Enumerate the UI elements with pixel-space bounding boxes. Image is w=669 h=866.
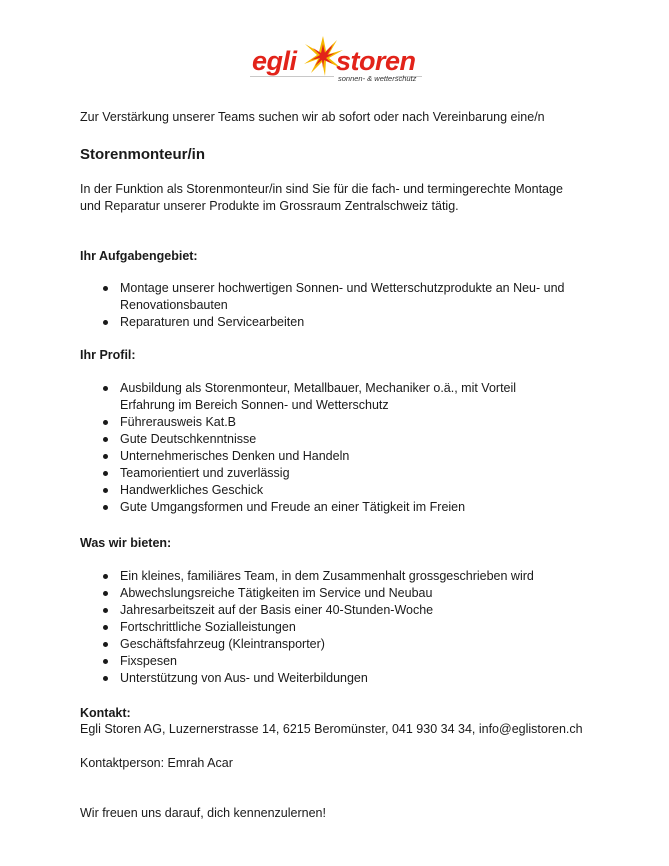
list-item-text: Geschäftsfahrzeug (Kleintransporter) [120,637,325,651]
list-item [80,465,516,482]
list-item-text: Unterstützung von Aus- und Weiterbildungen [120,671,368,685]
logo-tagline: sonnen- & wetterschutz [338,74,417,83]
list-item [80,482,516,499]
profile-list [80,380,516,516]
company-logo [250,30,422,90]
list-item-text: Gute Umgangsformen und Freude an einer Tätigkeit im Freien [120,500,466,514]
list-item [80,670,534,687]
list-item-text: Ausbildung als Storenmonteur, Metallbauer, Mechaniker o.ä., mit Vorteil [120,381,517,395]
list-item [80,602,534,619]
list-item [80,585,534,602]
list-item-text-cont: Renovationsbauten [120,298,228,312]
list-item [80,619,534,636]
logo-word-egli: egli [252,46,297,76]
list-item [80,499,516,516]
intro-text: Zur Verstärkung unserer Teams suchen wir ab sofort oder nach Vereinbarung eine/n [80,110,545,124]
list-item-text: Jahresarbeitszeit auf der Basis einer 40-Stunden-Woche [120,603,434,617]
tasks-list [80,280,565,331]
list-item-text: Teamorientiert und zuverlässig [120,466,290,480]
description-line-2: und Reparatur unserer Produkte im Grossraum Zentralschweiz tätig. [80,199,459,213]
list-item-text: Unternehmerisches Denken und Handeln [120,449,350,463]
list-item [80,314,565,331]
logo-word-storen: storen [336,46,416,76]
list-item [80,380,516,414]
list-item-text: Fortschrittliche Sozialleistungen [120,620,296,634]
tasks-heading: Ihr Aufgabengebiet: [80,249,198,263]
list-item [80,568,534,585]
offer-heading: Was wir bieten: [80,536,172,550]
description-line-1: In der Funktion als Storenmonteur/in sind Sie für die fach- und termingerechte Montage [80,182,563,196]
list-item [80,280,565,314]
list-item-text: Abwechslungsreiche Tätigkeiten im Service und Neubau [120,586,433,600]
contact-details: Egli Storen AG, Luzernerstrasse 14, 6215 Beromünster, 041 930 34 34, info@eglistoren.ch [80,722,583,736]
list-item-text: Montage unserer hochwertigen Sonnen- und Wetterschutzprodukte an Neu- und [120,281,565,295]
closing-text: Wir freuen uns darauf, dich kennenzulernen! [80,806,326,820]
list-item [80,448,516,465]
list-item-text: Ein kleines, familiäres Team, in dem Zusammenhalt grossgeschrieben wird [120,569,534,583]
list-item [80,431,516,448]
list-item-text-cont: Erfahrung im Bereich Sonnen- und Wetterschutz [120,398,389,412]
contact-person: Kontaktperson: Emrah Acar [80,756,233,770]
list-item [80,414,516,431]
profile-heading: Ihr Profil: [80,348,136,362]
logo-rule [250,76,334,77]
list-item [80,636,534,653]
list-item-text: Führerausweis Kat.B [120,415,237,429]
list-item-text: Reparaturen und Servicearbeiten [120,315,305,329]
list-item-text: Gute Deutschkenntnisse [120,432,257,446]
contact-heading: Kontakt: [80,706,131,720]
job-title: Storenmonteur/in [80,146,206,163]
offer-list [80,568,534,687]
list-item-text: Fixspesen [120,654,177,668]
list-item-text: Handwerkliches Geschick [120,483,264,497]
list-item [80,653,534,670]
